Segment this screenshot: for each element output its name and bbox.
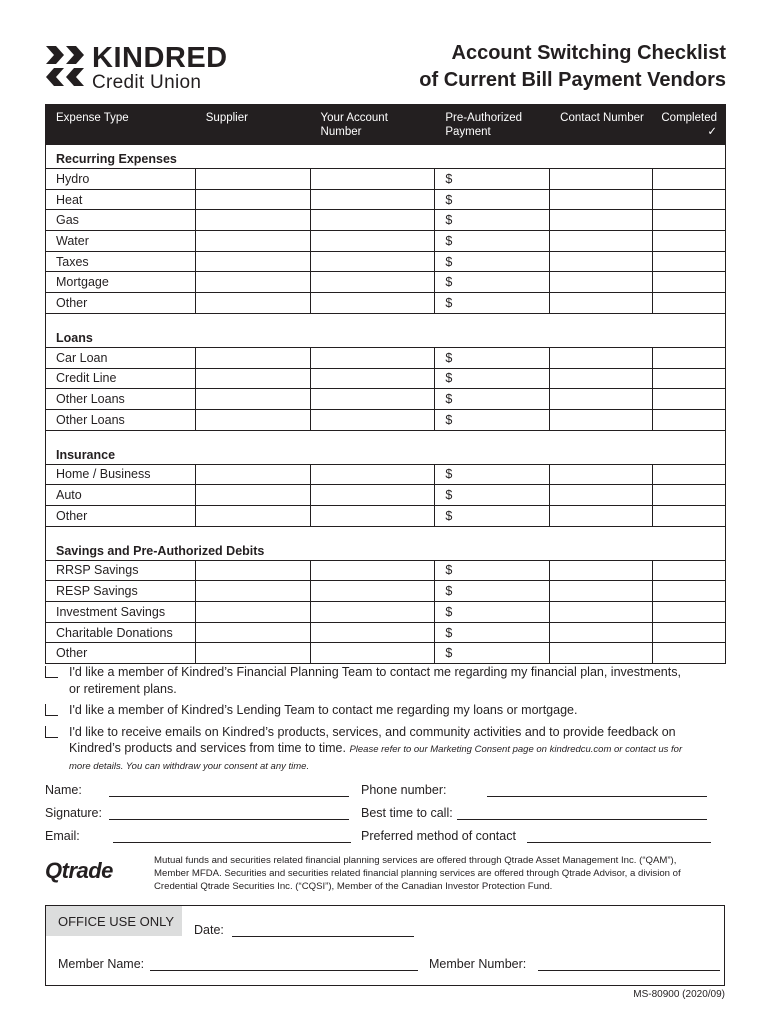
contact-cell[interactable] <box>550 231 653 252</box>
expense-label: Other <box>46 643 196 664</box>
completed-cell[interactable] <box>652 189 725 210</box>
consent-emails-line2-text: Kindred’s products and services from time to time. <box>69 741 346 755</box>
field-row-1 <box>45 783 725 806</box>
contact-cell[interactable] <box>550 622 653 643</box>
preferred-contact-field[interactable] <box>527 842 711 843</box>
consent-section <box>45 664 725 780</box>
contact-cell[interactable] <box>550 505 653 526</box>
expense-label: Heat <box>46 189 196 210</box>
name-label: Name: <box>45 783 82 797</box>
completed-cell[interactable] <box>652 368 725 389</box>
account-number-cell[interactable] <box>310 505 435 526</box>
supplier-cell[interactable] <box>195 189 310 210</box>
account-number-cell[interactable] <box>310 347 435 368</box>
table-row <box>46 389 726 410</box>
completed-cell[interactable] <box>652 293 725 314</box>
payment-cell[interactable]: $ <box>435 389 550 410</box>
supplier-cell[interactable] <box>195 622 310 643</box>
expense-label: Mortgage <box>46 272 196 293</box>
header-completed <box>652 105 725 145</box>
table-row <box>46 347 726 368</box>
supplier-cell[interactable] <box>195 602 310 623</box>
contact-cell[interactable] <box>550 210 653 231</box>
table-row <box>46 293 726 314</box>
contact-cell[interactable] <box>550 272 653 293</box>
payment-cell[interactable]: $ <box>435 272 550 293</box>
table-row <box>46 622 726 643</box>
expense-label: Car Loan <box>46 347 196 368</box>
section-title-insurance: Insurance <box>46 430 726 464</box>
supplier-cell[interactable] <box>195 505 310 526</box>
email-label: Email: <box>45 829 80 843</box>
logo-subtitle: Credit Union <box>92 72 202 93</box>
account-number-cell[interactable] <box>310 231 435 252</box>
field-row-2 <box>45 806 725 829</box>
preferred-contact-label: Preferred method of contact <box>361 829 516 843</box>
contact-cell[interactable] <box>550 169 653 190</box>
table-row <box>46 272 726 293</box>
supplier-cell[interactable] <box>195 643 310 664</box>
consent-emails-checkbox[interactable] <box>45 726 58 738</box>
contact-cell[interactable] <box>550 251 653 272</box>
title-line-2: of Current Bill Payment Vendors <box>419 69 726 91</box>
consent-lending <box>45 702 725 719</box>
supplier-cell[interactable] <box>195 464 310 485</box>
table-row <box>46 464 726 485</box>
payment-cell[interactable]: $ <box>435 560 550 581</box>
phone-field[interactable] <box>487 796 707 797</box>
kindred-logo-mark-icon <box>44 44 86 88</box>
consent-emails <box>45 724 725 776</box>
payment-cell[interactable]: $ <box>435 622 550 643</box>
account-number-cell[interactable] <box>310 560 435 581</box>
checkmark-icon: ✓ <box>707 126 717 138</box>
section-title-recurring: Recurring Expenses <box>46 145 726 169</box>
title-line-1: Account Switching Checklist <box>451 42 726 64</box>
header-account-line2: Number <box>320 126 362 138</box>
office-use-tag: OFFICE USE ONLY <box>46 906 182 936</box>
consent-emails-fine-print-1: Please refer to our Marketing Consent page on kindredcu.com or contact us for <box>349 744 683 755</box>
account-number-cell[interactable] <box>310 389 435 410</box>
expense-label: RRSP Savings <box>46 560 196 581</box>
contact-cell[interactable] <box>550 389 653 410</box>
account-number-cell[interactable] <box>310 272 435 293</box>
header-completed-label: Completed <box>661 112 717 124</box>
office-use-box <box>45 905 725 986</box>
account-number-cell[interactable] <box>310 169 435 190</box>
account-number-cell[interactable] <box>310 210 435 231</box>
account-number-cell[interactable] <box>310 485 435 506</box>
account-number-cell[interactable] <box>310 602 435 623</box>
member-name-field[interactable] <box>150 970 418 971</box>
consent-lending-checkbox[interactable] <box>45 704 58 716</box>
supplier-cell[interactable] <box>195 293 310 314</box>
disclaimer <box>154 854 724 894</box>
consent-emails-line1: I'd like to receive emails on Kindred’s products, services, and community activities and to provide feedback on <box>69 724 676 739</box>
field-row-3 <box>45 829 725 852</box>
completed-cell[interactable] <box>652 272 725 293</box>
completed-cell[interactable] <box>652 389 725 410</box>
completed-cell[interactable] <box>652 464 725 485</box>
table-row <box>46 560 726 581</box>
email-field[interactable] <box>113 842 351 843</box>
section-row-recurring <box>46 145 726 169</box>
consent-lending-text: I'd like a member of Kindred’s Lending Team to contact me regarding my loans or mortgage. <box>69 703 578 717</box>
completed-cell[interactable] <box>652 602 725 623</box>
office-date-label: Date: <box>194 923 224 937</box>
disclaimer-line-2: Member MFDA. Securities and securities related financial planning services are offered through Qtrade Advisor, a division of <box>154 868 681 880</box>
completed-cell[interactable] <box>652 231 725 252</box>
table-row <box>46 210 726 231</box>
contact-cell[interactable] <box>550 409 653 430</box>
header-preauthorized-payment <box>435 105 550 145</box>
kindred-logo <box>44 44 244 94</box>
section-title-savings: Savings and Pre-Authorized Debits <box>46 526 726 560</box>
disclaimer-line-1: Mutual funds and securities related financial planning services are offered through Qtrade Asset Management Inc. (“QAM”), <box>154 855 677 866</box>
supplier-cell[interactable] <box>195 368 310 389</box>
table-row <box>46 409 726 430</box>
header-expense-type: Expense Type <box>46 105 196 145</box>
account-number-cell[interactable] <box>310 464 435 485</box>
completed-cell[interactable] <box>652 485 725 506</box>
account-number-cell[interactable] <box>310 581 435 602</box>
supplier-cell[interactable] <box>195 169 310 190</box>
qtrade-logo-text: Qtrade <box>45 858 113 883</box>
completed-cell[interactable] <box>652 251 725 272</box>
checklist-table <box>45 104 726 664</box>
supplier-cell[interactable] <box>195 409 310 430</box>
header-preauth-line2: Payment <box>445 126 491 138</box>
payment-cell[interactable]: $ <box>435 643 550 664</box>
table-row <box>46 602 726 623</box>
payment-cell[interactable]: $ <box>435 581 550 602</box>
expense-label: Taxes <box>46 251 196 272</box>
completed-cell[interactable] <box>652 169 725 190</box>
account-number-cell[interactable] <box>310 643 435 664</box>
payment-cell[interactable]: $ <box>435 169 550 190</box>
consent-financial-planning-checkbox[interactable] <box>45 666 58 678</box>
contact-cell[interactable] <box>550 347 653 368</box>
table-row <box>46 169 726 190</box>
completed-cell[interactable] <box>652 409 725 430</box>
payment-cell[interactable]: $ <box>435 464 550 485</box>
header-account-number <box>310 105 435 145</box>
expense-label: Water <box>46 231 196 252</box>
header-contact-number: Contact Number <box>550 105 653 145</box>
account-number-cell[interactable] <box>310 409 435 430</box>
account-number-cell[interactable] <box>310 622 435 643</box>
payment-cell[interactable]: $ <box>435 189 550 210</box>
contact-cell[interactable] <box>550 602 653 623</box>
qtrade-logo <box>45 854 135 890</box>
consent-financial-planning-line2: or retirement plans. <box>69 681 177 696</box>
supplier-cell[interactable] <box>195 485 310 506</box>
logo-name: KINDRED <box>92 42 228 74</box>
contact-cell[interactable] <box>550 464 653 485</box>
header-supplier: Supplier <box>195 105 310 145</box>
office-date-field[interactable] <box>232 936 414 937</box>
contact-fields <box>45 783 725 852</box>
supplier-cell[interactable] <box>195 560 310 581</box>
consent-emails-line2 <box>69 740 725 759</box>
best-time-field[interactable] <box>457 819 707 820</box>
expense-label: Gas <box>46 210 196 231</box>
account-number-cell[interactable] <box>310 251 435 272</box>
contact-cell[interactable] <box>550 368 653 389</box>
expense-label: Investment Savings <box>46 602 196 623</box>
consent-emails-fine-print-2: more details. You can withdraw your consent at any time. <box>69 760 310 772</box>
payment-cell[interactable]: $ <box>435 210 550 231</box>
table-row <box>46 505 726 526</box>
table-header-row <box>46 105 726 145</box>
account-number-cell[interactable] <box>310 189 435 210</box>
consent-financial-planning-line1: I'd like a member of Kindred’s Financial Planning Team to contact me regarding my financial plan, investments, <box>69 665 681 679</box>
table-row <box>46 643 726 664</box>
signature-field[interactable] <box>109 819 349 820</box>
expense-label: Other Loans <box>46 409 196 430</box>
page-title <box>419 40 726 94</box>
signature-label: Signature: <box>45 806 102 820</box>
table-row <box>46 368 726 389</box>
table-row <box>46 581 726 602</box>
contact-cell[interactable] <box>550 560 653 581</box>
expense-label: Other <box>46 505 196 526</box>
table-row <box>46 251 726 272</box>
payment-cell[interactable]: $ <box>435 293 550 314</box>
completed-cell[interactable] <box>652 560 725 581</box>
header-account-line1: Your Account <box>320 112 388 124</box>
expense-label: Other Loans <box>46 389 196 410</box>
name-field[interactable] <box>109 796 349 797</box>
expense-label: Charitable Donations <box>46 622 196 643</box>
expense-label: RESP Savings <box>46 581 196 602</box>
section-row-savings <box>46 526 726 560</box>
expense-label: Auto <box>46 485 196 506</box>
supplier-cell[interactable] <box>195 347 310 368</box>
member-number-label: Member Number: <box>429 957 527 971</box>
account-number-cell[interactable] <box>310 368 435 389</box>
table-row <box>46 485 726 506</box>
table-row <box>46 231 726 252</box>
section-title-loans: Loans <box>46 313 726 347</box>
completed-cell[interactable] <box>652 505 725 526</box>
contact-cell[interactable] <box>550 643 653 664</box>
phone-label: Phone number: <box>361 783 447 797</box>
supplier-cell[interactable] <box>195 231 310 252</box>
header-preauth-line1: Pre-Authorized <box>445 112 523 124</box>
contact-cell[interactable] <box>550 189 653 210</box>
payment-cell[interactable]: $ <box>435 368 550 389</box>
completed-cell[interactable] <box>652 210 725 231</box>
expense-label: Credit Line <box>46 368 196 389</box>
payment-cell[interactable]: $ <box>435 251 550 272</box>
best-time-label: Best time to call: <box>361 806 453 820</box>
supplier-cell[interactable] <box>195 581 310 602</box>
payment-cell[interactable]: $ <box>435 347 550 368</box>
payment-cell[interactable]: $ <box>435 409 550 430</box>
payment-cell[interactable]: $ <box>435 602 550 623</box>
completed-cell[interactable] <box>652 347 725 368</box>
contact-cell[interactable] <box>550 485 653 506</box>
form-code: MS-80900 (2020/09) <box>633 989 725 1000</box>
consent-financial-planning <box>45 664 725 697</box>
contact-cell[interactable] <box>550 293 653 314</box>
payment-cell[interactable]: $ <box>435 485 550 506</box>
expense-label: Other <box>46 293 196 314</box>
completed-cell[interactable] <box>652 643 725 664</box>
supplier-cell[interactable] <box>195 251 310 272</box>
page-header <box>44 40 726 100</box>
completed-cell[interactable] <box>652 622 725 643</box>
disclaimer-line-3: Credential Qtrade Securities Inc. (“CQSI”), Member of the Canadian Investor Protection Fund. <box>154 881 553 893</box>
member-number-field[interactable] <box>538 970 720 971</box>
member-name-label: Member Name: <box>58 957 145 971</box>
expense-label: Home / Business <box>46 464 196 485</box>
supplier-cell[interactable] <box>195 272 310 293</box>
account-number-cell[interactable] <box>310 293 435 314</box>
expense-label: Hydro <box>46 169 196 190</box>
payment-cell[interactable]: $ <box>435 231 550 252</box>
supplier-cell[interactable] <box>195 210 310 231</box>
contact-cell[interactable] <box>550 581 653 602</box>
payment-cell[interactable]: $ <box>435 505 550 526</box>
section-row-loans <box>46 313 726 347</box>
supplier-cell[interactable] <box>195 389 310 410</box>
section-row-insurance <box>46 430 726 464</box>
completed-cell[interactable] <box>652 581 725 602</box>
table-row <box>46 189 726 210</box>
